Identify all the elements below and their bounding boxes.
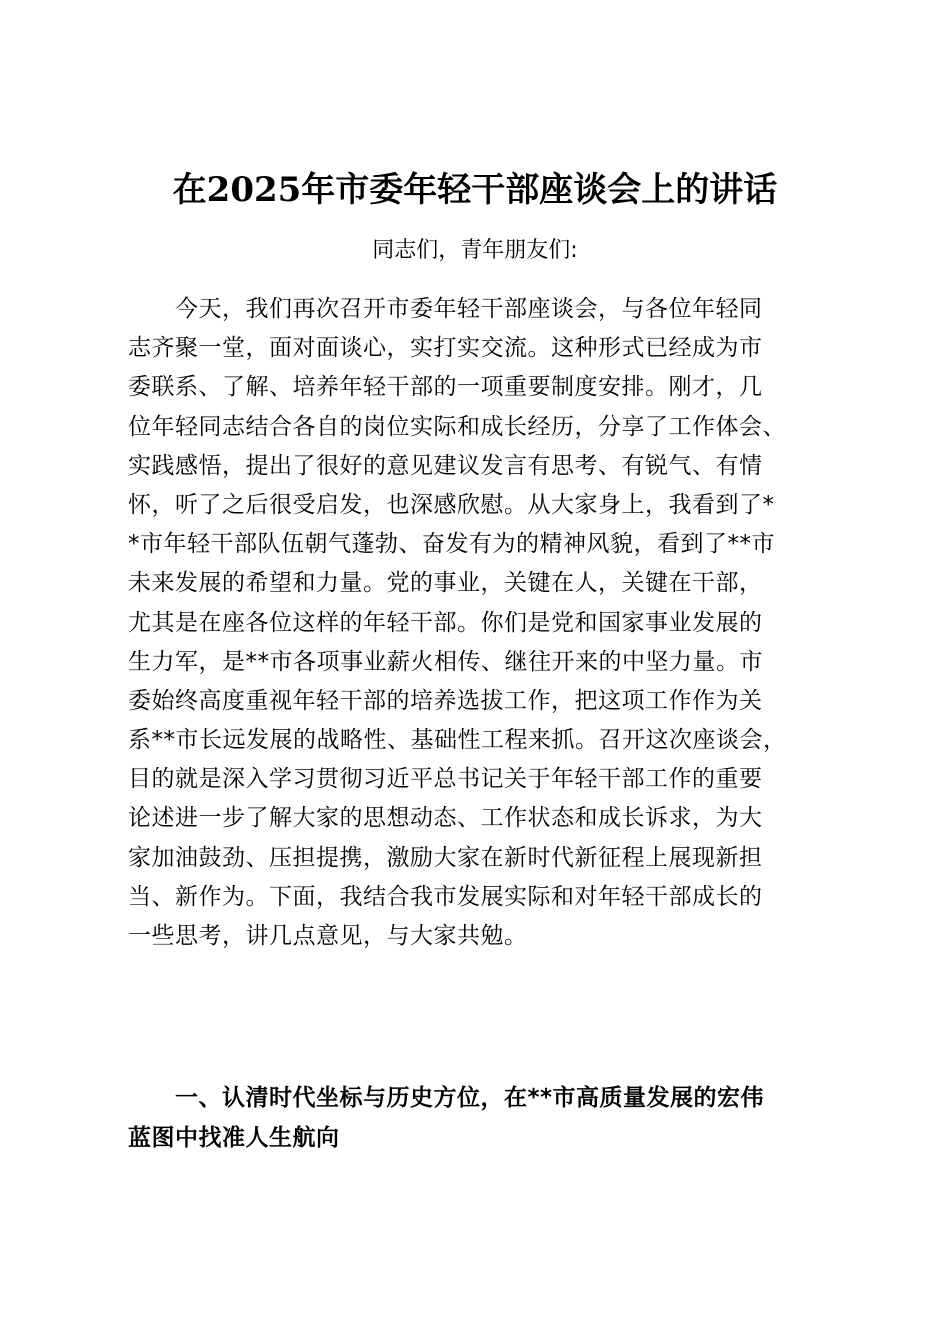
paragraph-line: 系**市长远发展的战略性、基础性工程来抓。召开这次座谈会，: [128, 727, 787, 754]
heading-line: 一、认清时代坐标与历史方位，在**市高质量发展的宏伟: [128, 1085, 765, 1111]
paragraph-line: 生力军，是**市各项事业薪火相传、继往开来的中坚力量。市: [128, 648, 763, 675]
paragraph-line: 位年轻同志结合各自的岗位实际和成长经历，分享了工作体会、: [128, 413, 786, 440]
paragraph-line: 今天，我们再次召开市委年轻干部座谈会，与各位年轻同: [128, 296, 763, 322]
paragraph-line: 家加油鼓劲、压担提携，激励大家在新时代新征程上展现新担: [128, 844, 763, 871]
paragraph-line: 尤其是在座各位这样的年轻干部。你们是党和国家事业发展的: [128, 609, 763, 636]
paragraph-line: 委始终高度重视年轻干部的培养选拔工作，把这项工作作为关: [128, 687, 763, 714]
paragraph-line: 怀，听了之后很受启发，也深感欣慰。从大家身上，我看到了*: [128, 491, 775, 518]
paragraph-line: 委联系、了解、培养年轻干部的一项重要制度安排。刚才，几: [128, 374, 763, 401]
paragraph-line: 目的就是深入学习贯彻习近平总书记关于年轻干部工作的重要: [128, 766, 763, 793]
paragraph-line: *市年轻干部队伍朝气蓬勃、奋发有为的精神风貌，看到了**市: [128, 531, 775, 558]
paragraph-line: 论述进一步了解大家的思想动态、工作状态和成长诉求，为大: [128, 805, 763, 832]
body-paragraph: [128, 290, 838, 956]
paragraph-line: 一些思考，讲几点意见，与大家共勉。: [128, 923, 528, 949]
paragraph-line: 实践感悟，提出了很好的意见建议发言有思考、有锐气、有情: [128, 452, 763, 479]
heading-line: 蓝图中找准人生航向: [128, 1125, 340, 1151]
greeting-line: 同志们，青年朋友们:: [372, 238, 578, 263]
section-heading: [128, 1078, 838, 1158]
document-title: 在2025年市委年轻干部座谈会上的讲话: [172, 170, 778, 210]
paragraph-line: 志齐聚一堂，面对面谈心，实打实交流。这种形式已经成为市: [128, 335, 763, 362]
paragraph-line: 未来发展的希望和力量。党的事业，关键在人，关键在干部，: [128, 570, 763, 597]
paragraph-line: 当、新作为。下面，我结合我市发展实际和对年轻干部成长的: [128, 883, 763, 910]
